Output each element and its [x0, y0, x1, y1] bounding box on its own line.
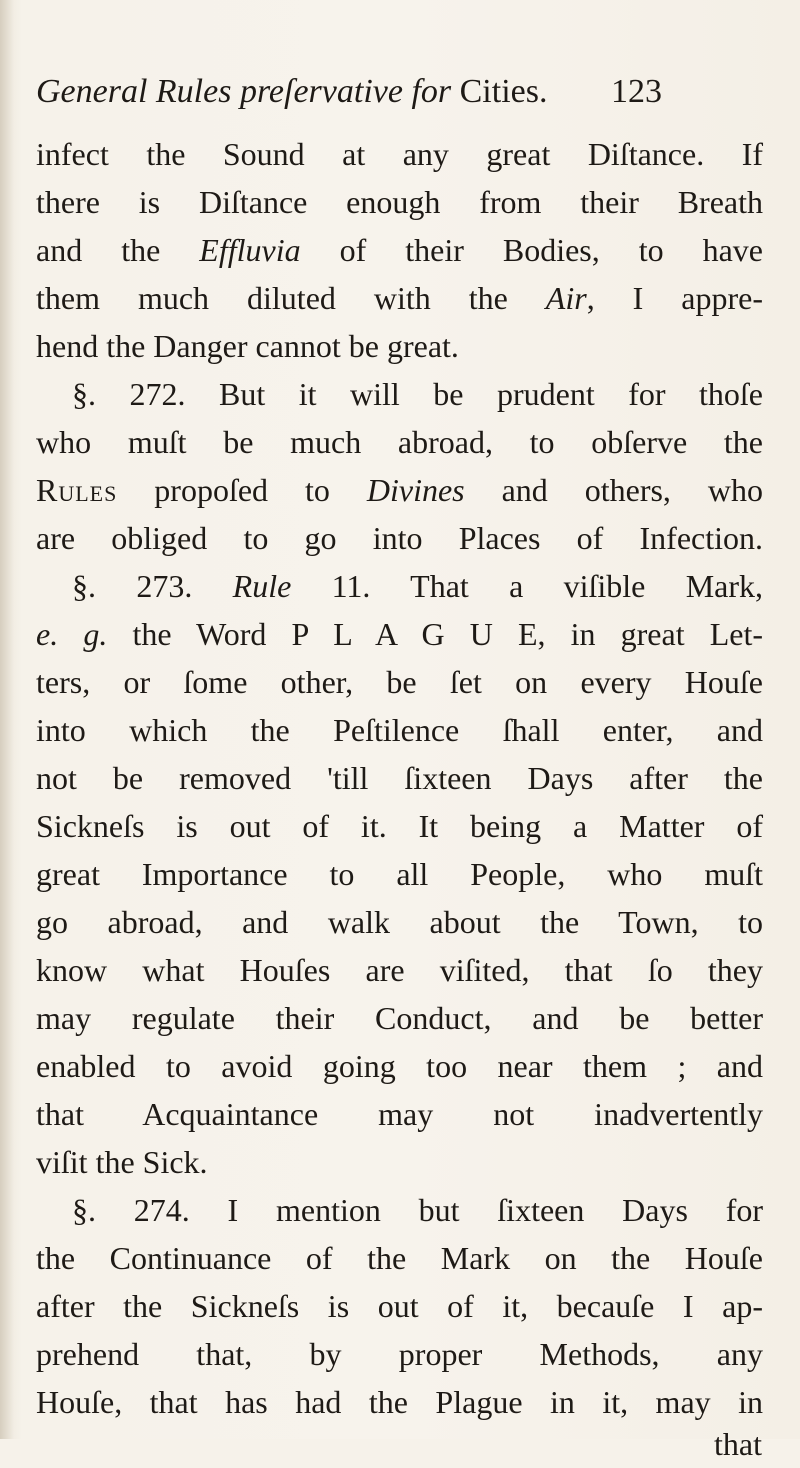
text-line: e. g. the Word P L A G U E, in great Let- [36, 616, 764, 652]
running-header [36, 68, 662, 116]
text-line: go abroad, and walk about the Town, to [36, 904, 763, 940]
small-caps-word: Rules [36, 472, 118, 508]
italic-word: Divines [366, 472, 465, 508]
text-line: prehend that, by proper Methods, any [36, 1336, 763, 1372]
running-title: General Rules preſervative for [36, 73, 452, 110]
text-line: Rules propoſed to Divines and others, who [36, 472, 763, 508]
text-line: §. 274. I mention but ſixteen Days for [72, 1192, 763, 1228]
catchword: that [714, 1426, 762, 1462]
text-line: §. 273. Rule 11. That a viſible Mark, [72, 568, 764, 604]
text-line: into which the Peſtilence ſhall enter, and [36, 712, 763, 748]
italic-word: Effluvia [199, 232, 301, 268]
running-title-roman: Cities. [459, 73, 548, 110]
text-line: them much diluted with the Air, I appre- [36, 280, 764, 316]
text-line: hend the Danger cannot be great. [36, 328, 459, 364]
text-line: the Continuance of the Mark on the Houſe [36, 1240, 763, 1276]
text-line: §. 272. But it will be prudent for thoſe [72, 376, 763, 412]
italic-word: Air [545, 280, 587, 316]
text-line: ters, or ſome other, be ſet on every Houſe [36, 664, 763, 700]
text-line: after the Sickneſs is out of it, becauſe I ap- [36, 1288, 763, 1324]
italic-word: Rule [232, 568, 292, 604]
text-line: and the Effluvia of their Bodies, to have [36, 232, 764, 268]
italic-word: e. g. [36, 616, 108, 652]
text-line: Sickneſs is out of it. It being a Matter of [36, 808, 763, 844]
text-line: infect the Sound at any great Diſtance. If [36, 136, 763, 172]
text-line: viſit the Sick. [36, 1144, 208, 1180]
text-line: enabled to avoid going too near them ; and [36, 1048, 763, 1084]
text-line: may regulate their Conduct, and be better [36, 1000, 763, 1036]
text-line: know what Houſes are viſited, that ſo they [36, 952, 763, 988]
text-line: great Importance to all People, who muſt [36, 856, 763, 892]
text-line: are obliged to go into Places of Infection. [36, 520, 763, 556]
text-line: there is Diſtance enough from their Breath [36, 184, 763, 220]
text-line: not be removed 'till ſixteen Days after the [36, 760, 763, 796]
text-line: who muſt be much abroad, to obſerve the [36, 424, 763, 460]
page-edge-shadow [0, 0, 14, 1439]
page-number: 123 [611, 73, 662, 110]
text-line: Houſe, that has had the Plague in it, may in [36, 1384, 763, 1420]
text-line: that Acquaintance may not inadvertently [36, 1096, 763, 1132]
